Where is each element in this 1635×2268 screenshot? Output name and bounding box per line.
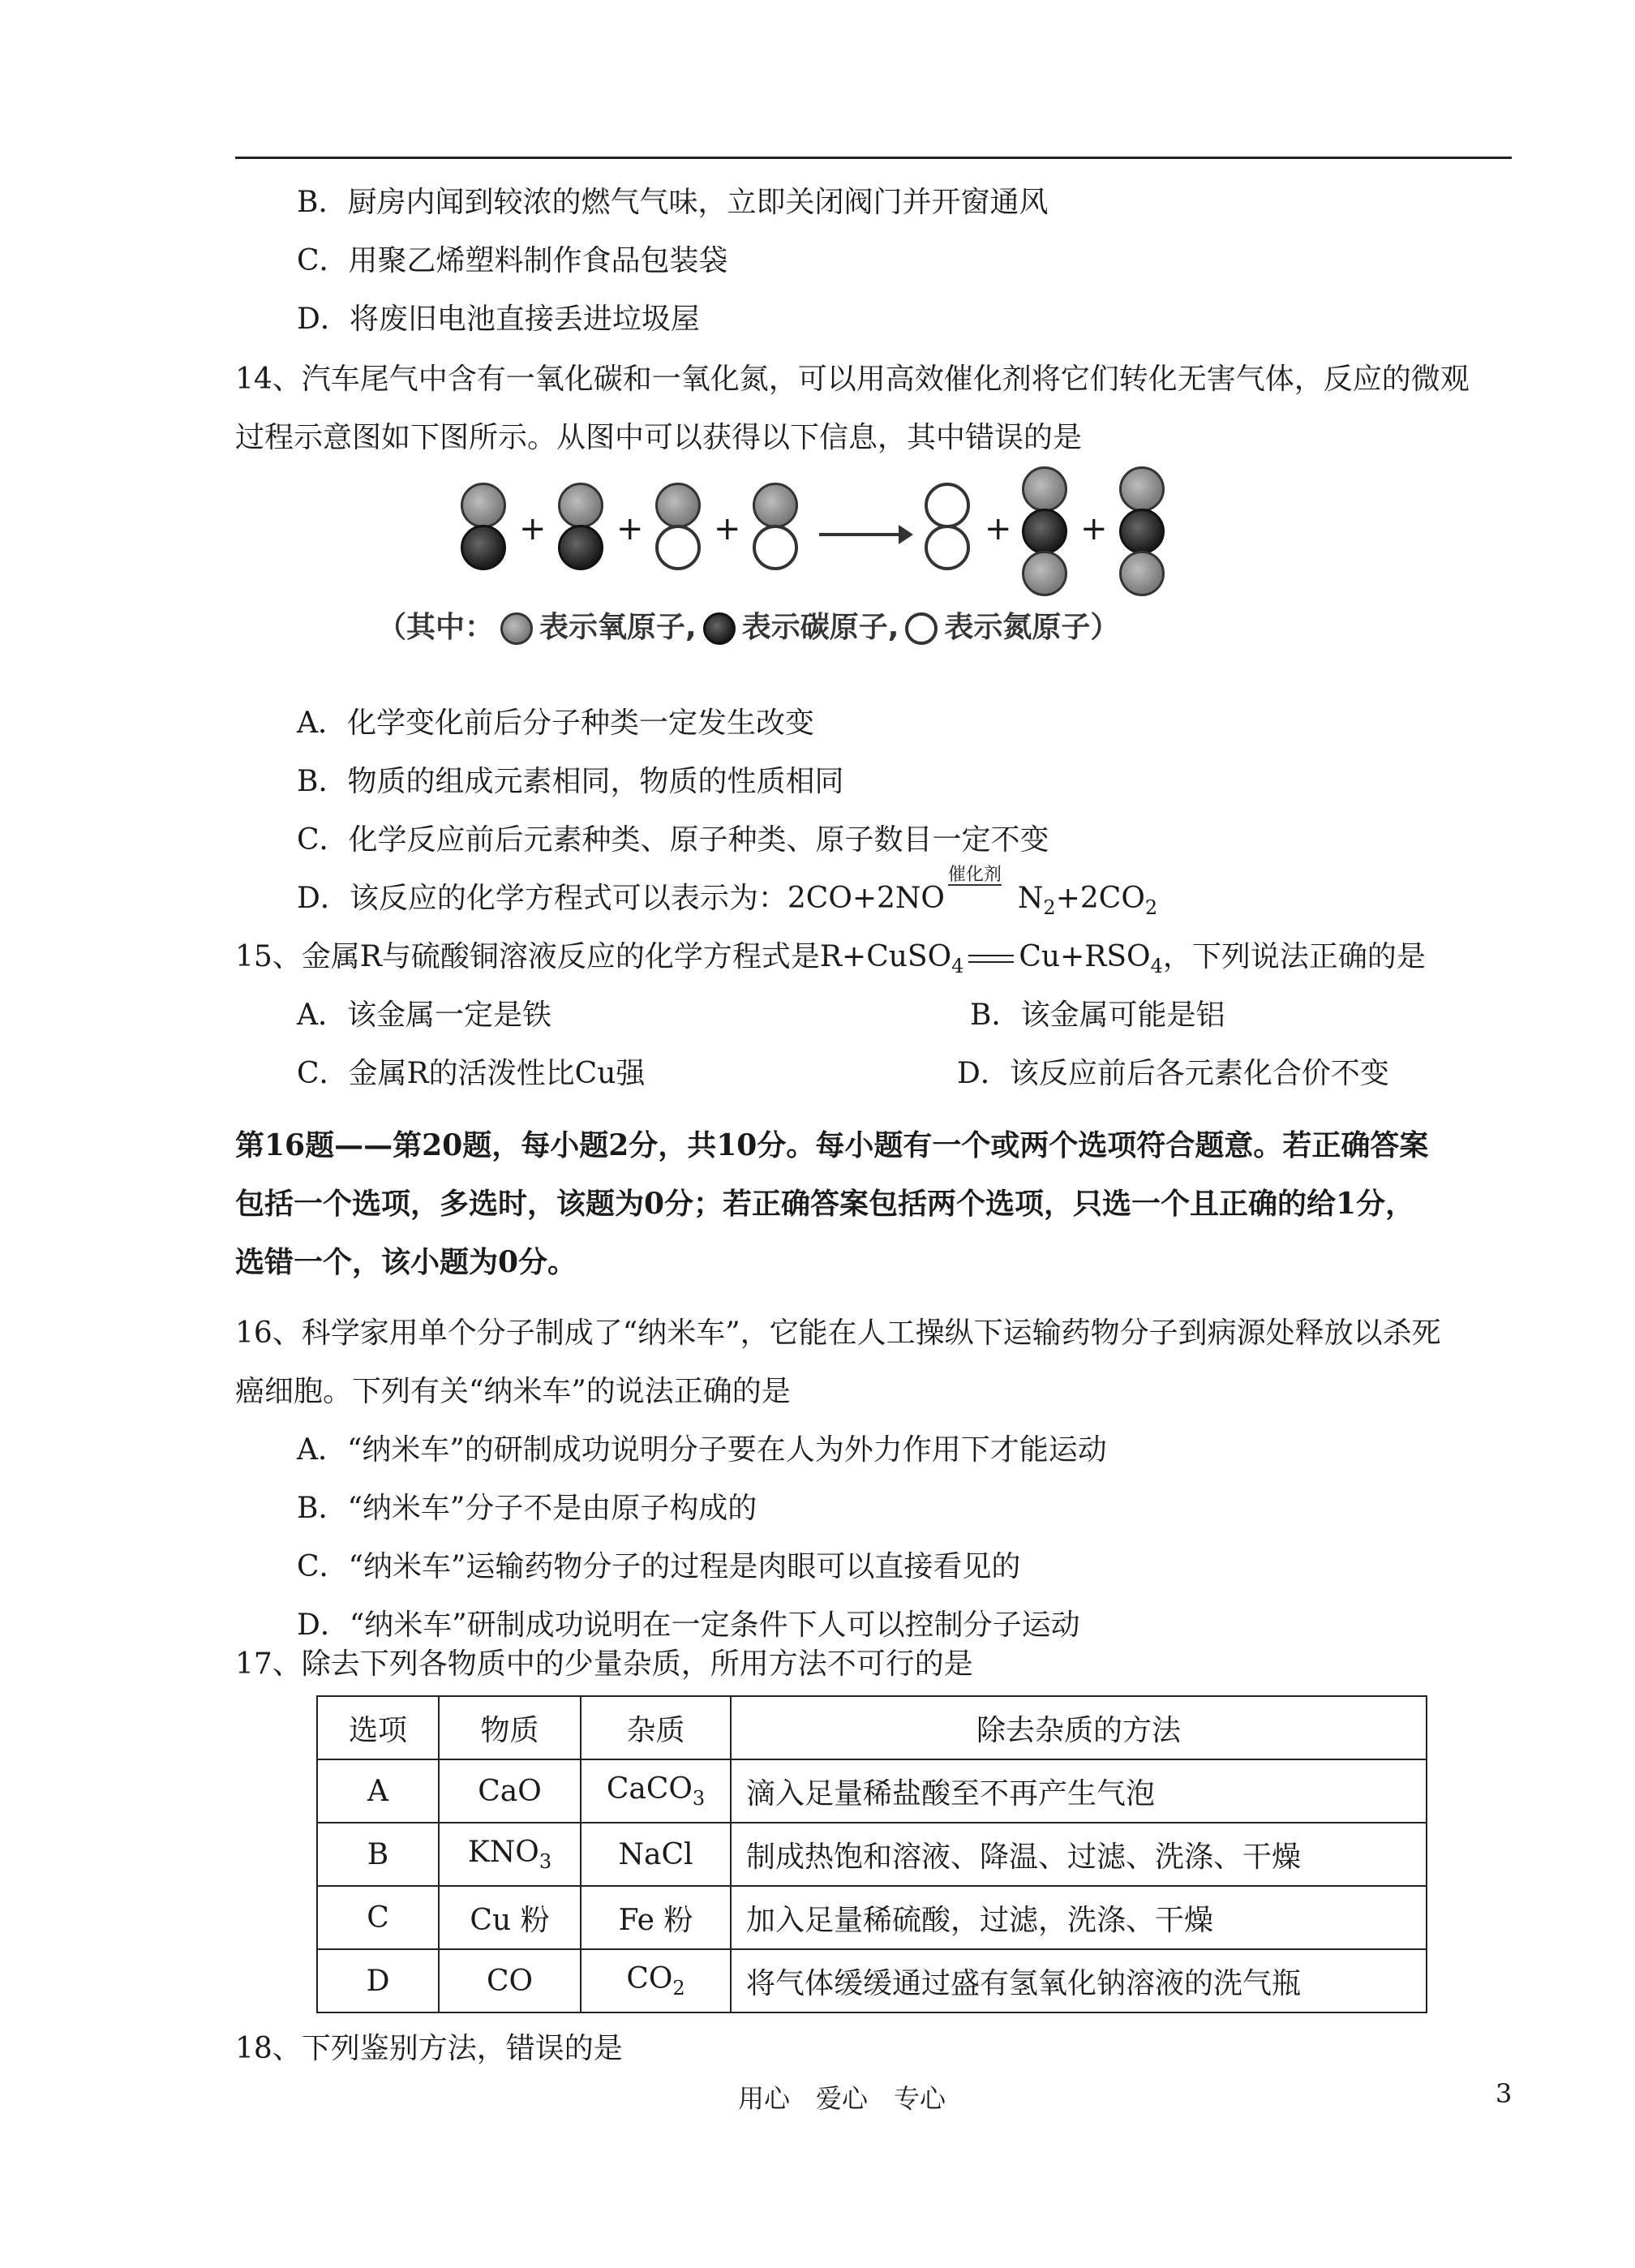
q14-stem-line1: 14、汽车尾气中含有一氧化碳和一氧化氮，可以用高效催化剂将它们转化无害气体，反应的微观 [235,363,1470,396]
legend-nitrogen: 表示氮原子） [944,611,1120,644]
cell-method: 滴入足量稀盐酸至不再产生气泡 [731,1759,1427,1823]
q15-eq-left: R+CuSO [819,940,952,973]
cell-impurity [581,1949,731,2012]
subscript: 2 [1144,896,1158,919]
subscript: 2 [1043,896,1056,919]
legend-prefix: （其中： [377,611,495,644]
subscript: 3 [539,1850,552,1873]
legend-oxygen: 表示氧原子, [539,611,697,644]
cell-impurity: Fe 粉 [581,1886,731,1949]
q15-option-c: C．金属R的活泼性比Cu强 [297,1057,646,1090]
plus-sign: + [714,510,741,548]
q15-eq-right: Cu+RSO [1019,940,1151,973]
catalyst-arrow [945,865,1018,917]
substance-text: KNO [467,1836,539,1869]
subscript: 2 [672,1977,685,2000]
catalyst-label: 催化剂 [947,865,1002,885]
cell-method: 加入足量稀硫酸，过滤，洗涤、干燥 [731,1886,1427,1949]
legend-carbon: 表示碳原子, [741,611,899,644]
q16-option-a: A．“纳米车”的研制成功说明分子要在人为外力作用下才能运动 [297,1433,1107,1467]
header-impurity: 杂质 [581,1696,731,1759]
subscript: 4 [1150,955,1163,977]
plus-sign: + [985,510,1012,548]
q14-option-c: C．化学反应前后元素种类、原子种类、原子数目一定不变 [297,823,1049,857]
cell-method: 制成热饱和溶液、降温、过滤、洗涤、干燥 [731,1823,1427,1886]
oxygen-atom [1119,551,1165,596]
carbon-legend-icon [703,612,736,645]
reaction-diagram [377,466,1233,669]
oxygen-atom [753,483,798,528]
q14-d-co: +2CO [1055,882,1145,915]
cell-substance [439,1823,581,1886]
q14-d-eq-left: 2CO+2NO [787,882,945,915]
table-header-row [317,1696,1427,1759]
q16-stem-line1: 16、科学家用单个分子制成了“纳米车”，它能在人工操纵下运输药物分子到病源处释放以杀死 [235,1317,1441,1350]
q15-stem [235,938,1426,986]
carbon-atom [1022,509,1067,554]
q14-option-b: B．物质的组成元素相同，物质的性质相同 [297,765,844,798]
page-number: 3 [1496,2078,1513,2109]
cell-option: B [317,1823,439,1886]
nitrogen-atom [655,525,701,570]
header-rule [235,157,1512,159]
impurity-text: CO [626,1962,673,1995]
oxygen-atom [1022,466,1067,512]
q17-table [316,1695,1427,2013]
carbon-atom [1119,509,1165,554]
oxygen-legend-icon [500,612,533,645]
cell-substance: Cu 粉 [439,1886,581,1949]
reaction-arrow [819,533,908,536]
q13-option-b: B．厨房内闻到较浓的燃气气味，立即关闭阀门并开窗通风 [297,186,1049,219]
cell-option: D [317,1949,439,2012]
cell-substance: CaO [439,1759,581,1823]
table-row [317,1949,1427,2012]
oxygen-atom [461,483,506,528]
q15-option-d: D．该反应前后各元素化合价不变 [957,1057,1389,1090]
q17-stem: 17、除去下列各物质中的少量杂质，所用方法不可行的是 [235,1647,973,1681]
diagram-legend [377,604,1119,646]
nitrogen-legend-icon [905,612,938,645]
nitrogen-atom [753,525,798,570]
subscript: 3 [692,1787,706,1810]
plus-sign: + [1080,510,1108,548]
q16-option-d: D．“纳米车”研制成功说明在一定条件下人可以控制分子运动 [297,1609,1080,1642]
section-instruction-line2: 包括一个选项，多选时，该题为0分；若正确答案包括两个选项，只选一个且正确的给1分， [235,1187,1415,1221]
cell-impurity: NaCl [581,1823,731,1886]
nitrogen-atom [925,525,970,570]
oxygen-atom [1119,466,1165,512]
header-method: 除去杂质的方法 [731,1696,1427,1759]
table-row [317,1823,1427,1886]
q18-stem: 18、下列鉴别方法，错误的是 [235,2032,623,2065]
cell-option: A [317,1759,439,1823]
header-substance: 物质 [439,1696,581,1759]
cell-impurity [581,1759,731,1823]
oxygen-atom [655,483,701,528]
q13-option-d: D．将废旧电池直接丢进垃圾屋 [297,303,700,336]
footer-motto: 用心 爱心 专心 [738,2083,946,2114]
carbon-atom [558,525,603,570]
q14-d-prefix: D．该反应的化学方程式可以表示为： [297,882,787,915]
subscript: 4 [951,955,964,977]
q15-option-b: B．该金属可能是铝 [970,999,1225,1032]
nitrogen-atom [925,483,970,528]
plus-sign: + [616,510,644,548]
q14-option-a: A．化学变化前后分子种类一定发生改变 [297,707,814,740]
q16-option-b: B．“纳米车”分子不是由原子构成的 [297,1492,757,1525]
q16-option-c: C．“纳米车”运输药物分子的过程是肉眼可以直接看见的 [297,1550,1021,1583]
cell-method: 将气体缓缓通过盛有氢氧化钠溶液的洗气瓶 [731,1949,1427,2012]
q13-option-c: C．用聚乙烯塑料制作食品包装袋 [297,244,728,277]
oxygen-atom [1022,551,1067,596]
q16-stem-line2: 癌细胞。下列有关“纳米车”的说法正确的是 [235,1375,791,1408]
plus-sign: + [519,510,547,548]
cell-substance: CO [439,1949,581,2012]
header-option: 选项 [317,1696,439,1759]
carbon-atom [461,525,506,570]
oxygen-atom [558,483,603,528]
table-row [317,1886,1427,1949]
q14-d-n: N [1017,882,1044,915]
q15-stem-suffix: ，下列说法正确的是 [1162,940,1426,973]
q15-stem-prefix: 15、金属R与硫酸铜溶液反应的化学方程式是 [235,940,820,973]
table-row [317,1759,1427,1823]
equals-sign [968,955,1014,963]
q14-stem-line2: 过程示意图如下图所示。从图中可以获得以下信息，其中错误的是 [235,421,1083,454]
cell-option: C [317,1886,439,1949]
impurity-text: CaCO [606,1772,693,1806]
section-instruction-line1: 第16题——第20题，每小题2分，共10分。每小题有一个或两个选项符合题意。若正确答案 [235,1128,1429,1162]
q15-option-a: A．该金属一定是铁 [297,999,551,1032]
section-instruction-line3: 选错一个，该小题为0分。 [235,1245,577,1279]
q14-option-d [297,865,1158,927]
